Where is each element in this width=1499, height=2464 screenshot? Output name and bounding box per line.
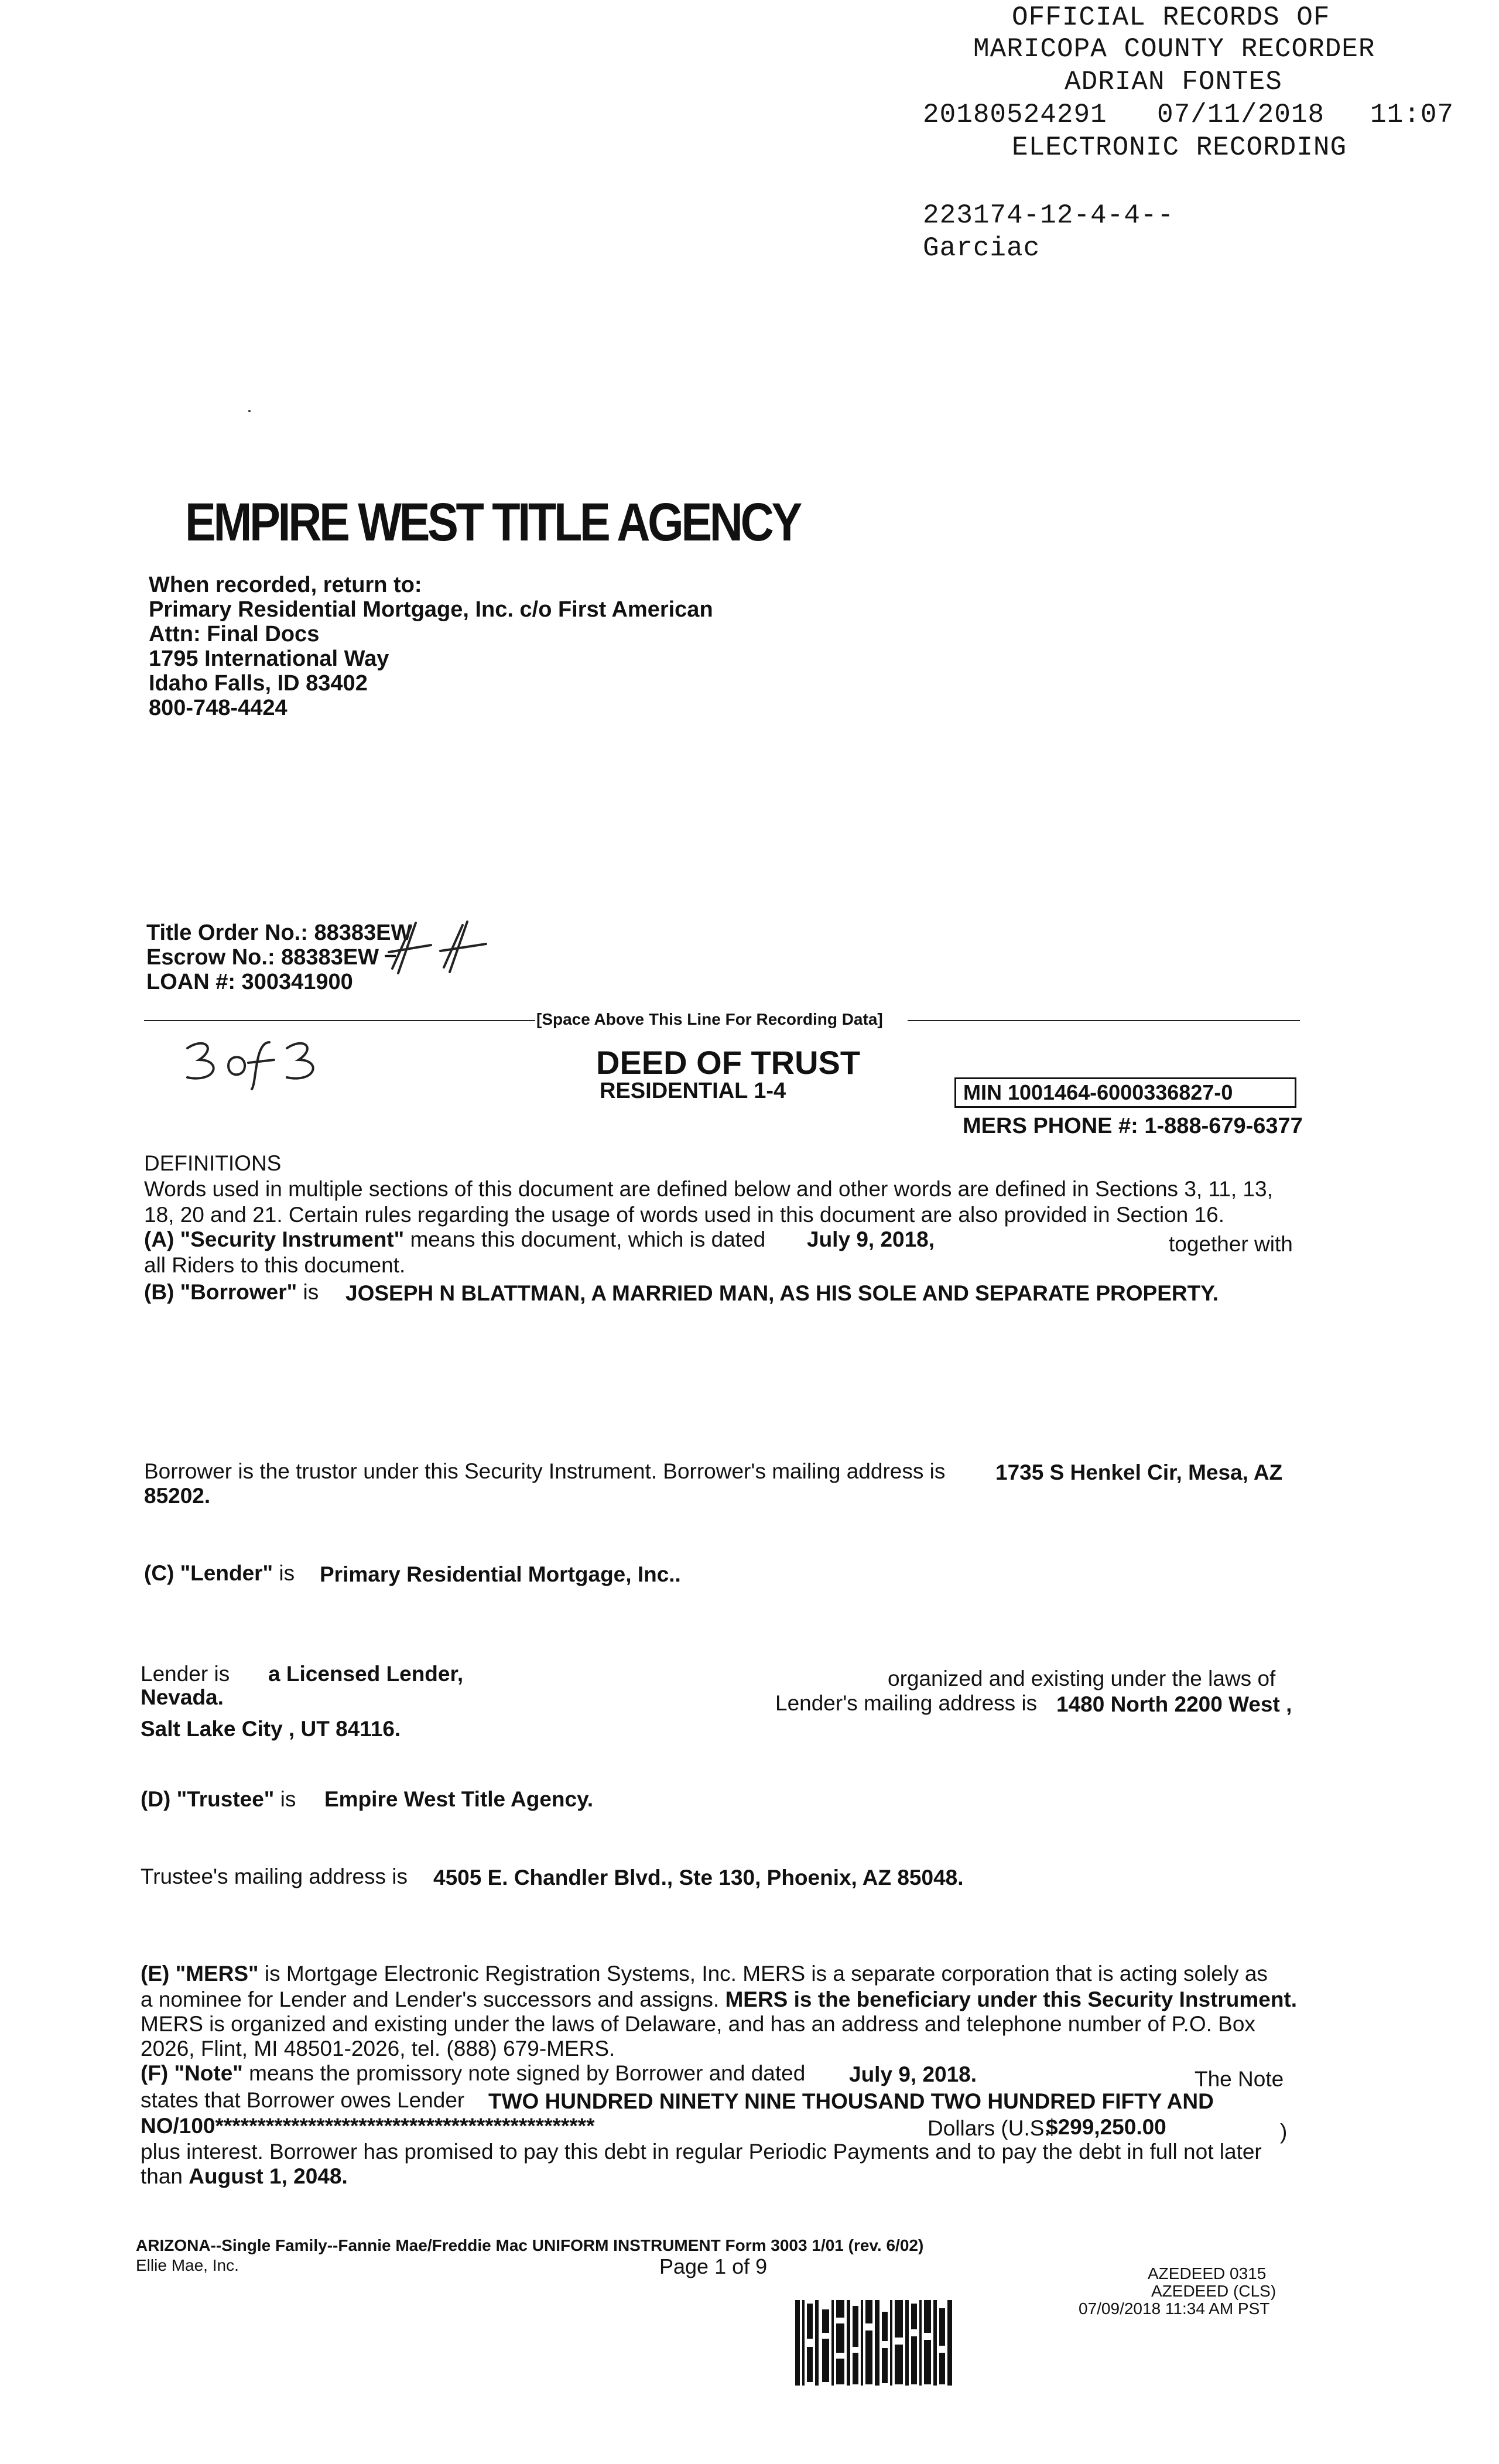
vendor-name: Ellie Mae, Inc. bbox=[136, 2256, 239, 2274]
lender-name: Primary Residential Mortgage, Inc.. bbox=[320, 1562, 681, 1586]
borrower-address-2: 85202. bbox=[144, 1484, 211, 1508]
space-above-note: [Space Above This Line For Recording Data] bbox=[536, 1010, 883, 1028]
recorder-line-3: ADRIAN FONTES bbox=[1065, 67, 1282, 97]
recorder-line-2: MARICOPA COUNTY RECORDER bbox=[973, 34, 1375, 64]
definition-a-text: means this document, which is dated bbox=[410, 1227, 766, 1251]
min-number: MIN 1001464-6000336827-0 bbox=[963, 1080, 1233, 1104]
definition-d bbox=[141, 1787, 296, 1812]
recorder-line-1: OFFICIAL RECORDS OF bbox=[1012, 2, 1330, 33]
borrower-name: JOSEPH N BLATTMAN, A MARRIED MAN, AS HIS SOLE AND SEPARATE PROPERTY. bbox=[345, 1281, 1219, 1305]
scan-speck bbox=[248, 410, 251, 412]
min-number-box bbox=[954, 1077, 1296, 1108]
return-to-line: 1795 International Way bbox=[149, 646, 389, 671]
return-to-line: Primary Residential Mortgage, Inc. c/o First American bbox=[149, 597, 713, 622]
definition-f-line4: plus interest. Borrower has promised to pay this debt in regular Periodic Payments and to pay the debt in full not later bbox=[141, 2140, 1262, 2164]
recorder-ref-name: Garciac bbox=[923, 233, 1041, 263]
definition-a bbox=[144, 1227, 765, 1252]
definition-e-text: is Mortgage Electronic Registration Systems, Inc. MERS is a separate corporation that is acting solely as bbox=[264, 1962, 1268, 1986]
record-number: 20180524291 bbox=[923, 100, 1107, 130]
definition-d-label: (D) "Trustee" bbox=[141, 1787, 275, 1811]
lender-state: Nevada. bbox=[141, 1685, 224, 1709]
definition-e-line3: MERS is organized and existing under the laws of Delaware, and has an address and telephone number of P.O. Box bbox=[141, 2012, 1255, 2036]
definition-b-label: (B) "Borrower" bbox=[144, 1280, 297, 1304]
borrower-trustor-text: Borrower is the trustor under this Security Instrument. Borrower's mailing address is bbox=[144, 1459, 946, 1483]
divider-right bbox=[908, 1020, 1300, 1021]
recorder-line-5: ELECTRONIC RECORDING bbox=[1012, 132, 1347, 163]
lender-is: Lender is bbox=[141, 1662, 230, 1686]
form-code-1: AZEDEED 0315 bbox=[1148, 2264, 1267, 2282]
document-subtitle: RESIDENTIAL 1-4 bbox=[600, 1079, 786, 1103]
definition-b bbox=[144, 1280, 319, 1305]
definitions-intro: 18, 20 and 21. Certain rules regarding the usage of words used in this document are also provided in Section 16. bbox=[144, 1203, 1224, 1227]
title-order-number: Title Order No.: 88383EW bbox=[146, 920, 412, 945]
maturity-date: August 1, 2048. bbox=[189, 2164, 348, 2188]
definition-e-line2 bbox=[141, 1987, 1297, 2012]
document-title: DEED OF TRUST bbox=[596, 1044, 861, 1081]
definition-c-is: is bbox=[279, 1561, 295, 1585]
return-to-heading: When recorded, return to: bbox=[149, 573, 422, 597]
agency-logo: EMPIRE WEST TITLE AGENCY bbox=[185, 492, 800, 552]
definition-f-line5 bbox=[141, 2164, 348, 2189]
definition-e-label: (E) "MERS" bbox=[141, 1962, 259, 1986]
definition-d-is: is bbox=[280, 1787, 296, 1811]
divider-left bbox=[144, 1020, 535, 1021]
mers-phone: MERS PHONE #: 1-888-679-6377 bbox=[963, 1114, 1303, 1138]
dollars-text: Dollars (U.S. bbox=[928, 2116, 1050, 2140]
note-amount-words: TWO HUNDRED NINETY NINE THOUSAND TWO HUNDRED FIFTY AND bbox=[488, 2089, 1214, 2113]
document-barcode bbox=[794, 2298, 954, 2388]
escrow-number: Escrow No.: 88383EW bbox=[146, 945, 379, 970]
definition-f-tail: The Note bbox=[1195, 2067, 1284, 2091]
page-number: Page 1 of 9 bbox=[659, 2254, 768, 2278]
definition-f-than: than bbox=[141, 2164, 183, 2188]
note-amount: $299,250.00 bbox=[1046, 2115, 1166, 2139]
definition-c bbox=[144, 1561, 295, 1586]
lender-type: a Licensed Lender, bbox=[268, 1662, 464, 1686]
record-time: 11:07 bbox=[1370, 100, 1454, 130]
mers-beneficiary-statement: MERS is the beneficiary under this Security Instrument. bbox=[725, 1987, 1298, 2011]
definition-f-label: (F) "Note" bbox=[141, 2061, 243, 2085]
recorder-ref-code: 223174-12-4-4-- bbox=[923, 200, 1175, 231]
definitions-intro: Words used in multiple sections of this document are defined below and other words are defined in Sections 3, 11, 13, bbox=[144, 1177, 1273, 1201]
escrow-dash-mark: – bbox=[384, 943, 397, 967]
handwritten-initials bbox=[375, 918, 492, 977]
trustee-name: Empire West Title Agency. bbox=[324, 1787, 594, 1811]
definition-a-tail: together with bbox=[1169, 1232, 1293, 1256]
return-to-line: Attn: Final Docs bbox=[149, 622, 320, 646]
form-line: ARIZONA--Single Family--Fannie Mae/Freddie Mac UNIFORM INSTRUMENT Form 3003 1/01 (rev. 6/02) bbox=[136, 2236, 924, 2254]
definition-a-line2: all Riders to this document. bbox=[144, 1253, 406, 1277]
lender-address-2: Salt Lake City , UT 84116. bbox=[141, 1717, 401, 1741]
definition-e-line4: 2026, Flint, MI 48501-2026, tel. (888) 679-MERS. bbox=[141, 2037, 615, 2061]
definitions-heading: DEFINITIONS bbox=[144, 1151, 282, 1175]
definition-f-text: means the promissory note signed by Borrower and dated bbox=[249, 2061, 806, 2085]
definition-a-date: July 9, 2018, bbox=[807, 1227, 935, 1251]
note-date: July 9, 2018. bbox=[849, 2062, 977, 2086]
return-to-line: 800-748-4424 bbox=[149, 696, 288, 720]
definition-c-label: (C) "Lender" bbox=[144, 1561, 273, 1585]
loan-number: LOAN #: 300341900 bbox=[146, 970, 353, 994]
form-timestamp: 07/09/2018 11:34 AM PST bbox=[1079, 2299, 1270, 2318]
borrower-address-1: 1735 S Henkel Cir, Mesa, AZ bbox=[995, 1460, 1283, 1484]
definition-b-is: is bbox=[303, 1280, 319, 1304]
lender-address-1: 1480 North 2200 West , bbox=[1056, 1692, 1292, 1716]
record-date: 07/11/2018 bbox=[1157, 100, 1325, 130]
lender-mailing-text: Lender's mailing address is bbox=[775, 1691, 1038, 1715]
definition-f bbox=[141, 2061, 805, 2086]
note-amount-paren: ) bbox=[1280, 2120, 1288, 2144]
definition-e-text: a nominee for Lender and Lender's successors and assigns. bbox=[141, 1987, 720, 2011]
return-to-line: Idaho Falls, ID 83402 bbox=[149, 671, 368, 696]
definition-f-line2: states that Borrower owes Lender bbox=[141, 2088, 465, 2112]
handwritten-page-marker bbox=[176, 1031, 328, 1095]
definition-a-label: (A) "Security Instrument" bbox=[144, 1227, 405, 1251]
form-code-2: AZEDEED (CLS) bbox=[1151, 2282, 1276, 2300]
trustee-address: 4505 E. Chandler Blvd., Ste 130, Phoenix, AZ 85048. bbox=[433, 1866, 964, 1890]
lender-organized: organized and existing under the laws of bbox=[888, 1666, 1276, 1690]
note-amount-words-2: NO/100********************************************* bbox=[141, 2114, 595, 2138]
definition-e-line1 bbox=[141, 1962, 1268, 1986]
trustee-mailing-text: Trustee's mailing address is bbox=[141, 1864, 408, 1888]
